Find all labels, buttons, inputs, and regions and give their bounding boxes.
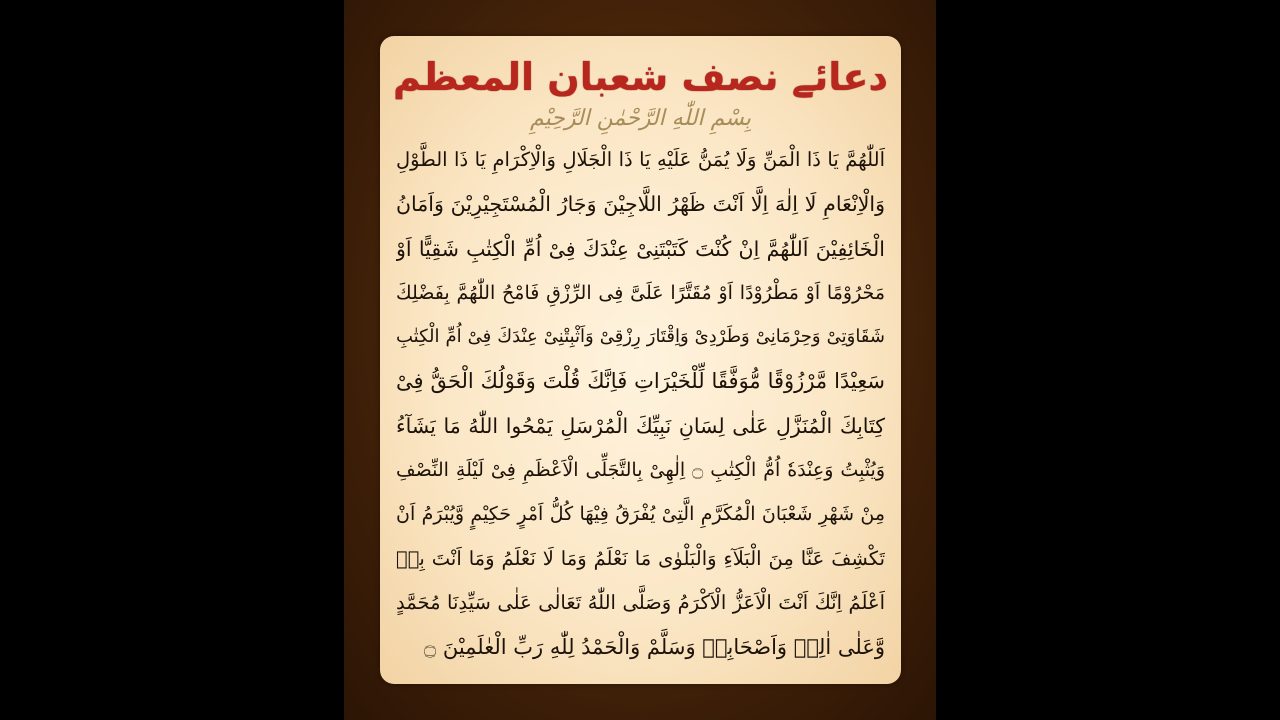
dua-line: الْخَائِفِيْنَ اَللّٰهُمَّ اِنْ كُنْتَ كَتَبْتَنِیْ عِنْدَكَ فِیْ اُمِّ الْكِتٰبِ شَقِيًّا اَوْ xyxy=(396,236,885,261)
dua-line: سَعِيْدًا مَّرْزُوْقًا مُّوَفَّقًا لِّلْخَيْرَاتِ فَاِنَّكَ قُلْتَ وَقَوْلُكَ الْحَقُّ فِیْ xyxy=(396,369,885,394)
dua-line: تَكْشِفَ عَنَّا مِنَ الْبَلَآءِ وَالْبَلْوٰی مَا نَعْلَمُ وَمَا لَا نَعْلَمُ وَمَا اَنْتَ بِهٖ xyxy=(396,546,885,570)
dua-line: مَحْرُوْمًا اَوْ مَطْرُوْدًا اَوْ مُقَتَّرًا عَلَیَّ فِی الرِّزْقِ فَامْحُ اللّٰهُمَّ بِفَضْلِكَ xyxy=(396,281,885,304)
dua-line: وَالْاِنْعَامِ لَا اِلٰهَ اِلَّا اَنْتَ ظَهْرُ اللَّاجِيْنَ وَجَارُ الْمُسْتَجِيْرِيْنَ وَاَمَانُ xyxy=(396,192,885,217)
dua-line: وَّعَلٰی اٰلِهٖ وَاَصْحَابِهٖ وَسَلَّمْ وَالْحَمْدُ لِلّٰهِ رَبِّ الْعٰلَمِيْنَ ۝ xyxy=(423,635,885,660)
dua-line: اَللّٰهُمَّ يَا ذَا الْمَنِّ وَلَا يُمَنُّ عَلَيْهِ يَا ذَا الْجَلَالِ وَالْاِكْرَامِ يَا ذَا الطَّوْلِ xyxy=(396,148,885,171)
dua-line: اَعْلَمُ اِنَّكَ اَنْتَ الْاَعَزُّ الْاَكْرَمُ وَصَلَّی اللّٰهُ تَعَالٰی عَلٰی سَيِّدِنَا مُحَمَّدٍ xyxy=(396,590,885,614)
dua-title: دعائے نصف شعبان المعظم xyxy=(393,55,888,99)
dua-card xyxy=(380,36,901,684)
dua-line: مِنْ شَهْرِ شَعْبَانَ الْمُكَرَّمِ الَّتِیْ يُفْرَقُ فِيْهَا كُلُّ اَمْرٍ حَكِيْمٍ وَّيُبْرَمُ اَنْ xyxy=(396,503,885,526)
dua-line: وَيُثْبِتُ وَعِنْدَهٗ اُمُّ الْكِتٰبِ ۝ اِلٰهِیْ بِالتَّجَلِّی الْاَعْظَمِ فِیْ لَيْلَةِ النِّصْفِ xyxy=(396,459,885,482)
bismillah-calligraphy: بِسْمِ اللّٰهِ الرَّحْمٰنِ الرَّحِيْمِ xyxy=(529,106,752,131)
dua-line: شَقَاوَتِیْ وَحِرْمَانِیْ وَطَرْدِیْ وَاِقْتَارَ رِزْقِیْ وَاَثْبِتْنِیْ عِنْدَكَ فِیْ اُمِّ الْكِتٰبِ xyxy=(396,326,885,348)
dua-text-body xyxy=(396,138,885,670)
dua-line: كِتَابِكَ الْمُنَزَّلِ عَلٰى لِسَانِ نَبِيِّكَ الْمُرْسَلِ يَمْحُوا اللّٰهُ مَا يَشَآءُ xyxy=(396,413,885,438)
